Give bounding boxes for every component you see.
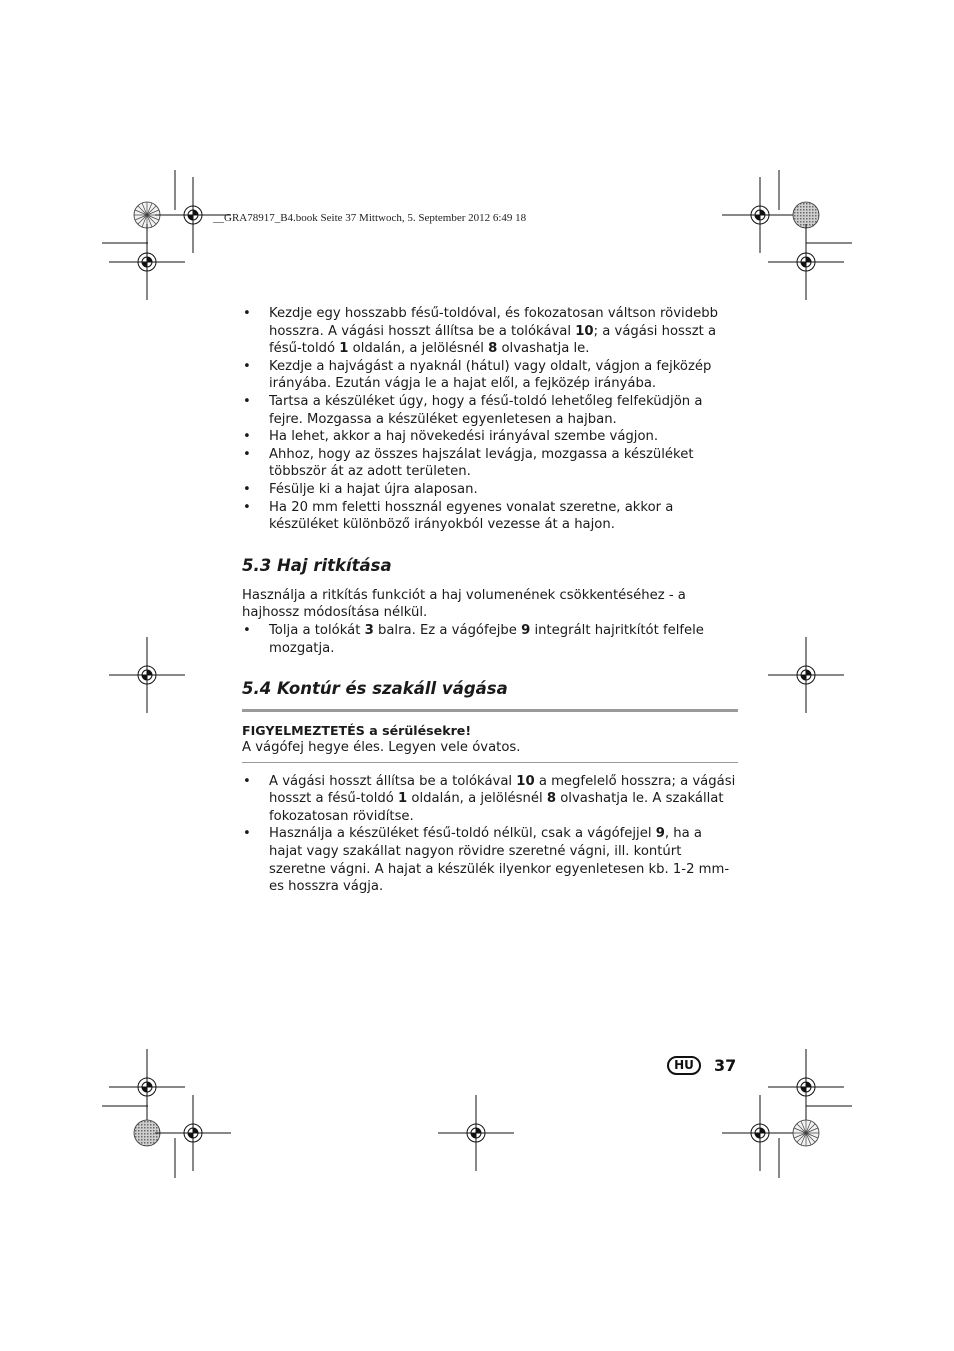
registration-crosshair [109, 637, 185, 713]
warning-text: A vágófej hegye éles. Legyen vele óvatos. [242, 740, 521, 756]
part-reference-number: 8 [546, 791, 557, 807]
part-reference-number: 9 [655, 826, 665, 842]
bullet-text: A vágási hosszt állítsa be a tolókával [269, 773, 517, 789]
registration-crosshair [768, 224, 844, 300]
warning-title: FIGYELMEZTETÉS a sérülésekre! [242, 723, 472, 739]
part-reference-number: 1 [339, 341, 349, 357]
warning-box [242, 709, 738, 763]
section-heading-5-3: 5.3 Haj ritkítása [242, 555, 392, 575]
part-reference-number: 9 [521, 622, 531, 638]
registration-crosshair [438, 1095, 514, 1171]
registration-crosshair [109, 1049, 185, 1125]
bullet-text: oldalán, a jelölésnél [348, 341, 489, 357]
section-heading-5-4: 5.4 Kontúr és szakáll vágása [242, 679, 508, 699]
bullet-text: integrált hajritkítót felfele mozgatja. [269, 622, 704, 656]
section-5-3-bullet-list [242, 622, 738, 657]
color-register-starburst [793, 1120, 819, 1146]
part-reference-number: 8 [488, 341, 498, 357]
bullet-text: Tartsa a készüléket úgy, hogy a fésű-toldó lehetőleg felfeküdjön a fejre. Mozgassa a készüléket egyenletesen a hajban. [269, 393, 703, 427]
language-badge: HU [667, 1056, 701, 1075]
bullet-item [242, 428, 738, 446]
intro-bullet-list [242, 305, 738, 534]
bullet-text: , ha a hajat vagy szakállat nagyon rövidre szeretné vágni, ill. kontúrt szeretne vágni. A hajat a készülék ilyenkor egyenletesen kb. 1-2 mm-es hosszra vágja. [269, 826, 730, 895]
bullet-text: balra. Ez a vágófejbe [373, 622, 522, 638]
print-file-info: __GRA78917_B4.book Seite 37 Mittwoch, 5. September 2012 6:49 18 [213, 212, 527, 224]
part-reference-number: 10 [516, 773, 535, 789]
bullet-text: Tolja a tolókát [269, 622, 365, 638]
bullet-text: Használja a készüléket fésű-toldó nélkül, csak a vágófejjel [269, 826, 656, 842]
bullet-text: Ha 20 mm feletti hossznál egyenes vonalat szeretne, akkor a készüléket különböző irányokból vezesse át a hajon. [269, 499, 674, 533]
bullet-item [242, 305, 738, 358]
registration-crosshair [768, 1049, 844, 1125]
bullet-item [242, 825, 738, 895]
registration-crosshair [155, 1095, 231, 1171]
bullet-item [242, 446, 738, 481]
bullet-item [242, 481, 738, 499]
bullet-text: Kezdje egy hosszabb fésű-toldóval, és fokozatosan váltson rövidebb hosszra. A vágási hosszt állítsa be a tolókával [269, 306, 718, 339]
bullet-text: ; a vágási hosszt a fésű-toldó [269, 323, 717, 357]
part-reference-number: 10 [575, 323, 594, 339]
page-content [242, 305, 738, 896]
bullet-item [242, 773, 738, 826]
bullet-text: Fésülje ki a hajat újra alaposan. [269, 481, 478, 497]
registration-crosshair [109, 224, 185, 300]
bullet-item [242, 622, 738, 657]
bullet-text: Kezdje a hajvágást a nyaknál (hátul) vagy oldalt, vágjon a fejközép irányába. Ezután vágja le a hajat elől, a fejközép irányába. [269, 358, 712, 392]
page-footer [667, 1054, 736, 1076]
bullet-text: Ahhoz, hogy az összes hajszálat levágja, mozgassa a készüléket többször át az adott területen. [269, 446, 694, 480]
registration-crosshair [722, 1095, 798, 1171]
part-reference-number: 3 [364, 622, 374, 638]
page-number: 37 [714, 1055, 737, 1075]
bullet-text: oldalán, a jelölésnél [407, 791, 547, 807]
part-reference-number: 1 [398, 791, 408, 807]
section-5-4-bullet-list [242, 773, 738, 896]
bullet-text: olvashatja le. [497, 341, 590, 357]
bullet-text: olvashatja le. A szakállat fokozatosan rövidítse. [269, 791, 724, 824]
section-5-3-paragraph: Használja a ritkítás funkciót a haj volumenének csökkentéséhez - a hajhossz módosítása nélkül. [242, 587, 686, 621]
registration-crosshair [722, 177, 798, 253]
bullet-item [242, 499, 738, 534]
bullet-text: Ha lehet, akkor a haj növekedési irányával szembe vágjon. [269, 429, 659, 445]
bullet-item [242, 393, 738, 428]
bullet-text: a megfelelő hosszra; a vágási hosszt a fésű-toldó [269, 773, 736, 807]
bullet-item [242, 358, 738, 393]
registration-crosshair [768, 637, 844, 713]
